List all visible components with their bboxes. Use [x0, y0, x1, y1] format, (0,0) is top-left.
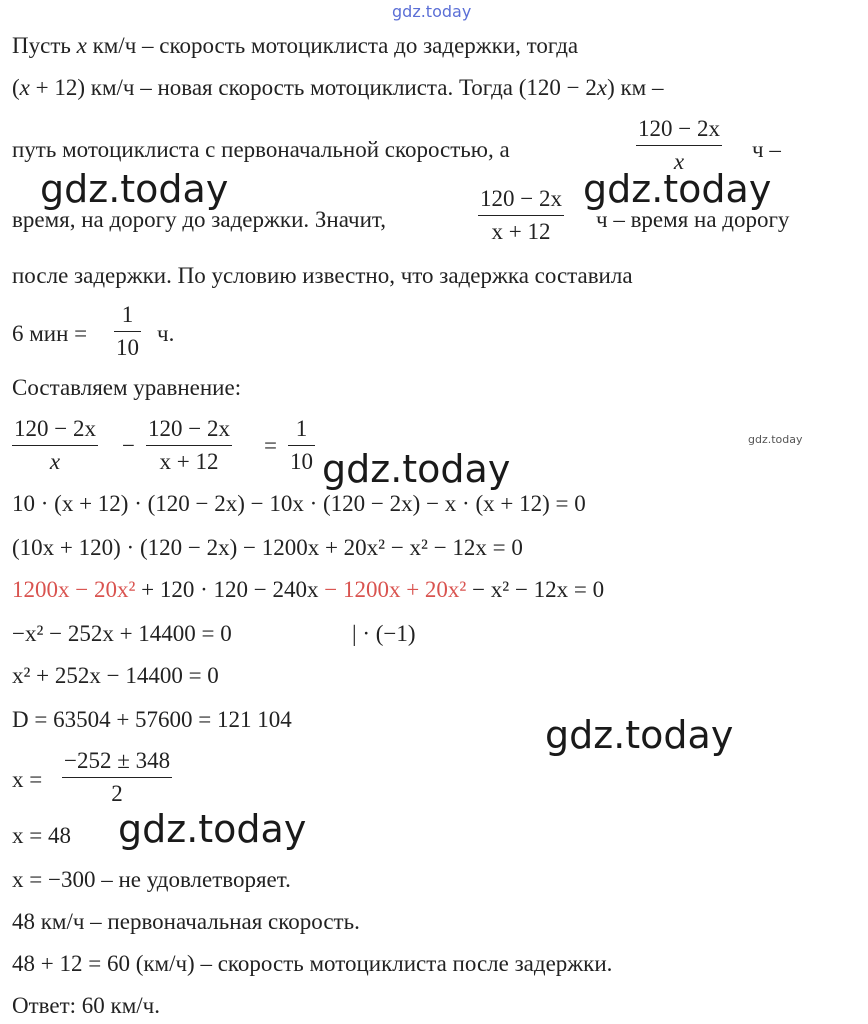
line-17: x = −300 – не удовлетворяет.	[12, 867, 291, 892]
equals-sign: =	[264, 433, 277, 458]
var-x: x	[76, 33, 87, 58]
fraction-eq-right	[146, 416, 232, 475]
fraction-numerator: 120 − 2x	[638, 116, 720, 141]
watermark-small: gdz.today	[748, 433, 803, 446]
line-3: путь мотоциклиста с первоначальной скоростью, а	[12, 137, 510, 162]
line-15: x =	[12, 767, 43, 792]
highlight-red: 1200x − 20x²	[12, 577, 136, 602]
line-9: 10 · (x + 12) · (120 − 2x) − 10x · (120 − 2x) − x · (x + 12) = 0	[12, 491, 586, 516]
line-19: 48 + 12 = 60 (км/ч) – скорость мотоциклиста после задержки.	[12, 951, 613, 976]
text-segment: − x² − 12x = 0	[466, 577, 605, 602]
fraction-one-tenth	[114, 302, 141, 361]
watermark: gdz.today	[322, 447, 511, 491]
watermark-top: gdz.today	[392, 2, 472, 21]
fraction-roots	[62, 748, 172, 807]
line-12: −x² − 252x + 14400 = 0	[12, 621, 232, 646]
line-7: Составляем уравнение:	[12, 375, 242, 400]
fraction-denominator: 2	[62, 777, 172, 807]
fraction-denominator: 10	[288, 445, 315, 475]
unit-hours: ч.	[157, 321, 175, 346]
fraction-eq-result	[288, 416, 315, 475]
line-13: x² + 252x − 14400 = 0	[12, 663, 219, 688]
fraction-numerator: 120 − 2x	[480, 186, 562, 211]
fraction-numerator: 120 − 2x	[148, 416, 230, 441]
line-20-answer: Ответ: 60 км/ч.	[12, 993, 160, 1018]
text-segment: + 12) км/ч – новая скорость мотоциклиста. Тогда (120 − 2	[29, 75, 597, 100]
watermark: gdz.today	[583, 167, 772, 211]
text-segment: ) км –	[607, 75, 664, 100]
line-18: 48 км/ч – первоначальная скорость.	[12, 909, 360, 934]
line-1	[12, 34, 578, 57]
watermark: gdz.today	[40, 167, 229, 211]
watermark: gdz.today	[545, 713, 734, 757]
unit-hours: ч –	[752, 137, 781, 162]
line-5: после задержки. По условию известно, что задержка составила	[12, 263, 633, 288]
fraction-denominator: x + 12	[146, 445, 232, 475]
line-10: (10x + 120) · (120 − 2x) − 1200x + 20x² − x² − 12x = 0	[12, 535, 523, 560]
line-11	[12, 578, 604, 601]
line-2	[12, 76, 663, 99]
fraction-denominator: x	[636, 145, 722, 175]
fraction-numerator: 1	[295, 416, 308, 441]
line-16: x = 48	[12, 823, 71, 848]
minus-sign: −	[122, 433, 135, 458]
fraction-numerator: −252 ± 348	[64, 748, 171, 773]
var-x: x	[19, 75, 30, 100]
fraction-time-after	[478, 186, 564, 245]
fraction-denominator: 10	[114, 331, 141, 361]
highlight-red: − 1200x + 20x²	[324, 577, 467, 602]
watermark: gdz.today	[118, 807, 307, 851]
fraction-numerator: 1	[121, 302, 134, 327]
text-segment: + 120 · 120 − 240x	[135, 577, 325, 602]
multiply-note: | · (−1)	[352, 621, 416, 646]
var-x: x	[596, 75, 608, 100]
fraction-numerator: 120 − 2x	[14, 416, 96, 441]
fraction-denominator: x	[12, 445, 98, 475]
text-segment: Пусть	[12, 33, 77, 58]
text-segment: (	[12, 75, 20, 100]
line-4: время, на дорогу до задержки. Значит,	[12, 207, 386, 232]
text-segment: ч – время на дорогу	[596, 207, 790, 232]
line-6: 6 мин =	[12, 321, 88, 346]
text-segment: км/ч – скорость мотоциклиста до задержки, тогда	[86, 33, 579, 58]
line-14: D = 63504 + 57600 = 121 104	[12, 707, 292, 732]
fraction-eq-left	[12, 416, 98, 475]
fraction-denominator: x + 12	[478, 215, 564, 245]
